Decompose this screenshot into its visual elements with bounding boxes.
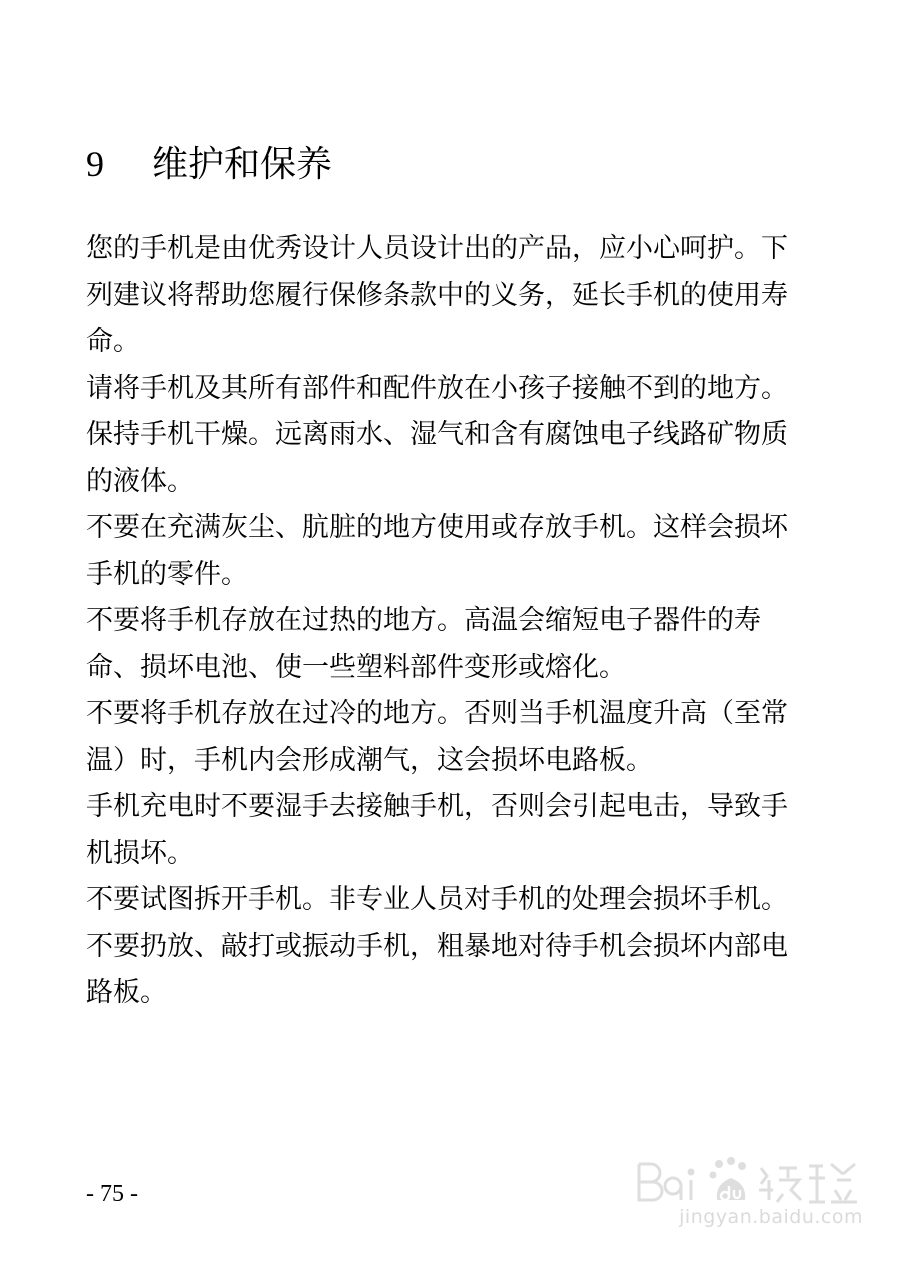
paragraph: 手机充电时不要湿手去接触手机，否则会引起电击，导致手机损坏。 (86, 791, 788, 869)
paragraph: 不要在充满灰尘、肮脏的地方使用或存放手机。这样会损坏手机的零件。 (86, 512, 788, 590)
page-number: - 75 - (86, 1181, 138, 1207)
paragraph: 保持手机干燥。远离雨水、湿气和含有腐蚀电子线路矿物质的液体。 (86, 419, 788, 497)
section-title: 维护和保养 (152, 144, 333, 185)
paragraph: 不要将手机存放在过热的地方。高温会缩短电子器件的寿命、损坏电池、使一些塑料部件变形或熔化。 (86, 605, 761, 683)
section-number: 9 (86, 144, 104, 184)
paragraph: 不要将手机存放在过冷的地方。否则当手机温度升高（至常温）时，手机内会形成潮气，这会损坏电路板。 (86, 698, 788, 776)
watermark-url: jingyan.baidu.com (679, 1206, 863, 1228)
section-heading (86, 138, 332, 191)
paragraph: 不要扔放、敲打或振动手机，粗暴地对待手机会损坏内部电路板。 (86, 930, 788, 1008)
body-text (86, 226, 808, 1017)
paragraph: 您的手机是由优秀设计人员设计出的产品，应小心呵护。下列建议将帮助您履行保修条款中的义务，延长手机的使用寿命。 (86, 233, 788, 357)
paragraph: 请将手机及其所有部件和配件放在小孩子接触不到的地方。 (86, 372, 788, 404)
baidu-jingyan-watermark (633, 1140, 863, 1240)
baidu-logo-icon (633, 1150, 863, 1210)
paragraph: 不要试图拆开手机。非专业人员对手机的处理会损坏手机。 (86, 884, 788, 915)
